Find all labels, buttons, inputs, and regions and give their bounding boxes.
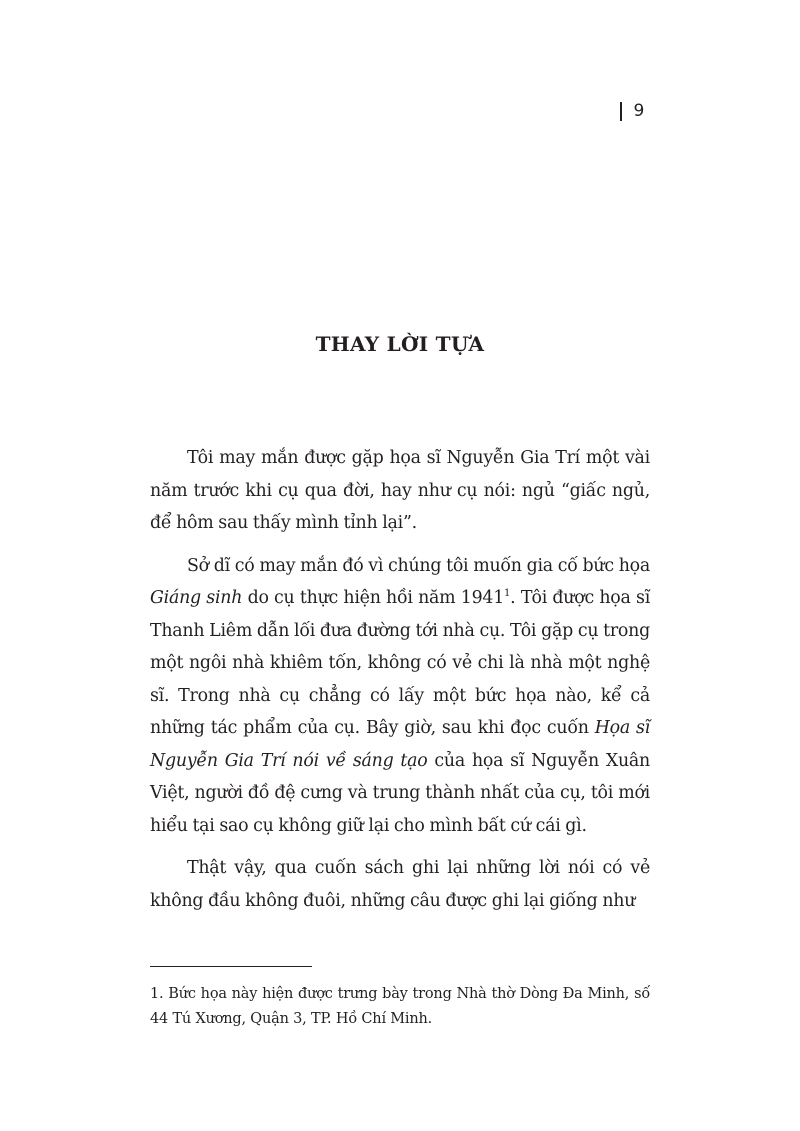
paragraph-2-part-4: của họa sĩ Nguyễn Xuân Việt, người đồ đệ cưng và trung thành nhất của cụ, tôi mới hiểu tại sao cụ không giữ lại cho mình bất cứ cái gì. <box>150 750 650 836</box>
chapter-title: THAY LỜI TỰA <box>315 332 485 356</box>
paragraph-2-part-2: do cụ thực hiện hồi năm 1941 <box>242 588 505 608</box>
paragraph-1: Tôi may mắn được gặp họa sĩ Nguyễn Gia Trí một vài năm trước khi cụ qua đời, hay như cụ nói: ngủ “giấc ngủ, để hôm sau thấy mình tỉnh lại”. <box>150 448 650 533</box>
paragraph-3: Thật vậy, qua cuốn sách ghi lại những lời nói có vẻ không đầu không đuôi, những câu được ghi lại giống như <box>150 858 650 911</box>
footnote-reference: 1 <box>504 588 511 599</box>
body-text <box>150 442 650 927</box>
page-number <box>620 98 645 124</box>
paragraph-2 <box>150 550 650 843</box>
footnote: 1. Bức họa này hiện được trưng bày trong Nhà thờ Dòng Đa Minh, số 44 Tú Xương, Quận 3, TP. Hồ Chí Minh. <box>150 986 650 1027</box>
italic-book-title: Họa sĩ Nguyễn Gia Trí nói về sáng tạo <box>150 718 650 771</box>
italic-artwork-title: Giáng sinh <box>150 588 243 608</box>
paragraph-2-part-1: Sở dĩ có may mắn đó vì chúng tôi muốn gia cố bức họa <box>187 555 650 576</box>
page-number-divider <box>620 102 622 121</box>
page-number-value: 9 <box>633 101 645 121</box>
paragraph-2-part-3: . Tôi được họa sĩ Thanh Liêm dẫn lối đưa đường tới nhà cụ. Tôi gặp cụ trong một ngôi nhà khiêm tốn, không có vẻ chi là nhà một nghệ sĩ. Trong nhà cụ chẳng có lấy một bức họa nào, kể cả những tác phẩm của cụ. Bây giờ, sau khi đọc cuốn <box>150 588 651 738</box>
footnote-divider <box>150 966 312 967</box>
